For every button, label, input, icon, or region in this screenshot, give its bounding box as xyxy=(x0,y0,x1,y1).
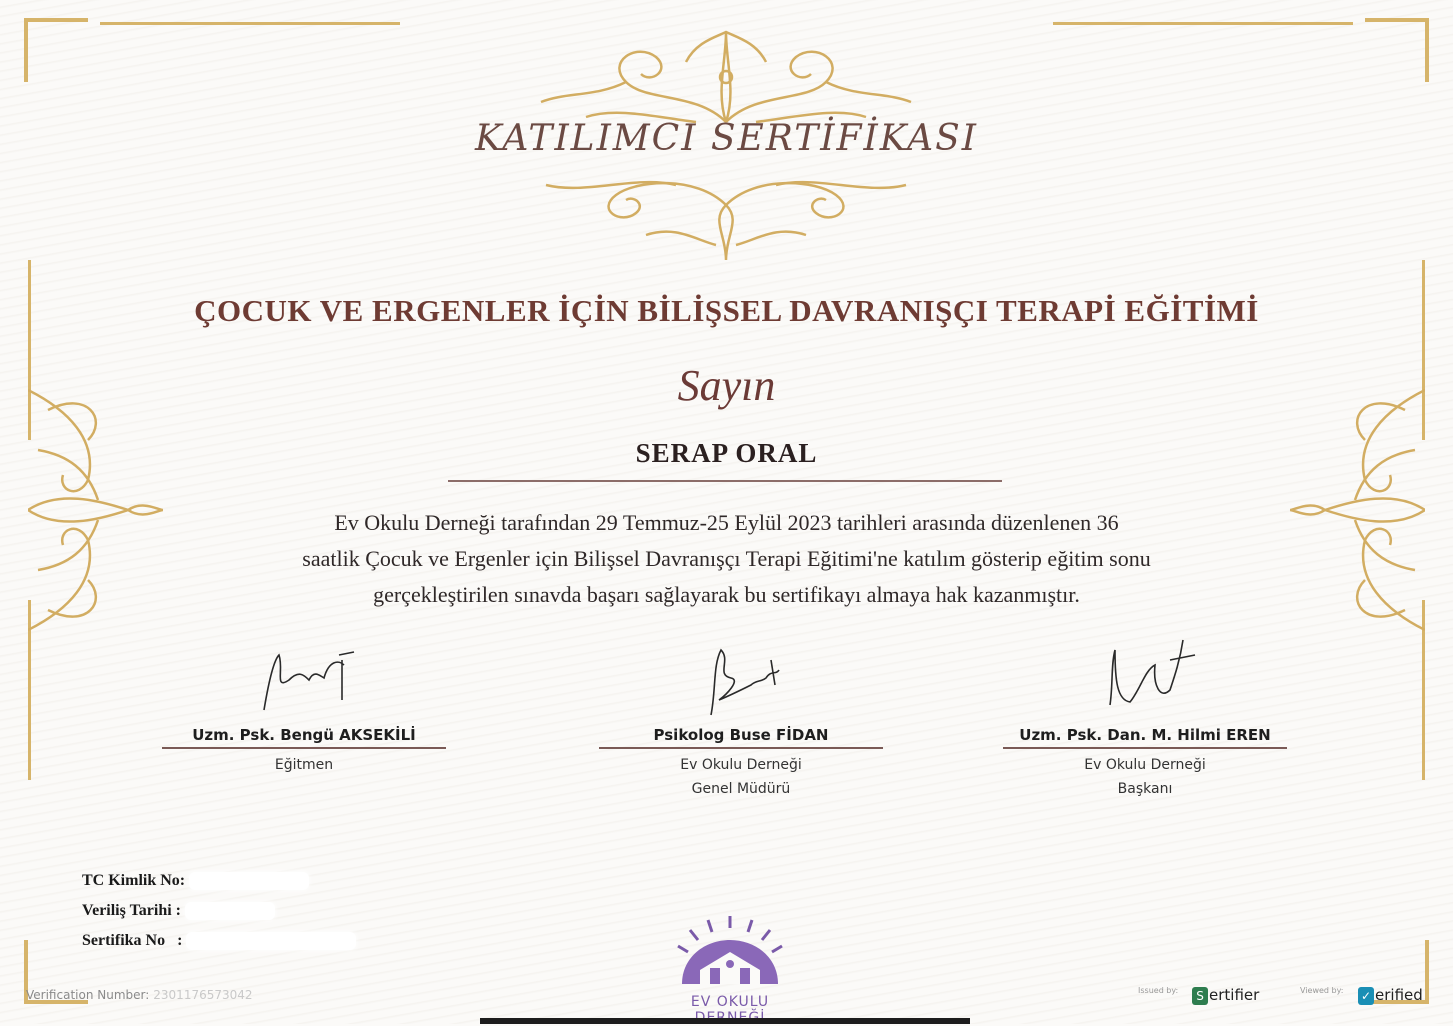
bottom-bar xyxy=(480,1018,970,1024)
course-name: ÇOCUK VE ERGENLER İÇİN BİLİŞSEL DAVRANIŞÇI TERAPİ EĞİTİMİ xyxy=(194,293,1259,328)
signer-role xyxy=(599,753,883,801)
frame-corner-top-right xyxy=(1365,18,1429,82)
logo-text: EV OKULU xyxy=(690,994,770,1010)
body-line: gerçekleştirilen sınavda başarı sağlayarak bu sertifikayı almaya hak kazanmıştır. xyxy=(373,582,1080,607)
signature-block-trainer xyxy=(162,640,446,777)
recipient-underline xyxy=(448,480,1002,482)
date-label: Veriliş Tarihi : xyxy=(82,902,181,919)
redacted-value xyxy=(185,902,275,920)
verification-label: Verification Number: xyxy=(26,988,150,1002)
verified-check-icon: ✓ xyxy=(1358,987,1374,1005)
date-row xyxy=(82,896,356,926)
signer-name: Uzm. Psk. Bengü AKSEKİLİ xyxy=(192,726,416,744)
signer-role-line: Ev Okulu Derneği xyxy=(680,757,802,773)
signature-block-director xyxy=(599,640,883,801)
certifier-logo-icon: S xyxy=(1192,987,1208,1005)
signer-role xyxy=(1003,753,1287,801)
signer-name: Uzm. Psk. Dan. M. Hilmi EREN xyxy=(1019,726,1271,744)
certno-row xyxy=(82,926,356,956)
signer-role-line: Genel Müdürü xyxy=(691,781,791,797)
signer-name: Psikolog Buse FİDAN xyxy=(653,726,829,744)
tc-row xyxy=(82,866,356,896)
redacted-value xyxy=(189,872,309,890)
certificate-body xyxy=(190,505,1263,613)
certifier-text: ertifier xyxy=(1209,986,1260,1004)
logo-sun-house-icon xyxy=(660,912,800,992)
frame-edge-top-right xyxy=(1053,22,1353,25)
redacted-value xyxy=(186,932,356,950)
frame-corner-top-left xyxy=(24,18,88,82)
body-line: saatlik Çocuk ve Ergenler için Bilişsel Davranışçı Terapi Eğitimi'ne katılım gösterip eğitim sonu xyxy=(302,546,1151,571)
signature-line xyxy=(599,747,883,749)
salutation: Sayın xyxy=(677,361,776,410)
frame-edge-top-left xyxy=(100,22,400,25)
certificate-title: KATILIMCI SERTİFİKASI xyxy=(474,118,979,159)
association-logo xyxy=(660,912,800,1026)
certifier-brand[interactable] xyxy=(1192,986,1259,1005)
signature-line xyxy=(162,747,446,749)
tc-label: TC Kimlik No: xyxy=(82,872,186,889)
verification-number xyxy=(26,988,253,1002)
verified-text: erified xyxy=(1375,986,1423,1004)
signer-role-line: Başkanı xyxy=(1117,781,1173,797)
signer-role-line: Ev Okulu Derneği xyxy=(1084,757,1206,773)
title-ornament xyxy=(526,165,926,265)
top-ornament xyxy=(526,22,926,132)
signature-line xyxy=(1003,747,1287,749)
signer-role: Eğitmen xyxy=(274,757,334,773)
recipient-name: SERAP ORAL xyxy=(635,438,818,468)
verification-value: 2301176573042 xyxy=(153,988,253,1002)
signature-block-president xyxy=(1003,630,1287,801)
certificate-meta xyxy=(82,866,356,956)
issued-by-label: Issued by: xyxy=(1138,986,1179,995)
signature-image xyxy=(1075,630,1215,724)
viewed-by-label: Viewed by: xyxy=(1300,986,1344,995)
body-line: Ev Okulu Derneği tarafından 29 Temmuz-25 Eylül 2023 tarihleri arasında düzenlenen 36 xyxy=(334,510,1119,535)
signature-image xyxy=(234,640,374,724)
certno-label: Sertifika No : xyxy=(82,932,183,949)
signature-image xyxy=(671,640,811,724)
verified-brand[interactable] xyxy=(1358,986,1423,1005)
